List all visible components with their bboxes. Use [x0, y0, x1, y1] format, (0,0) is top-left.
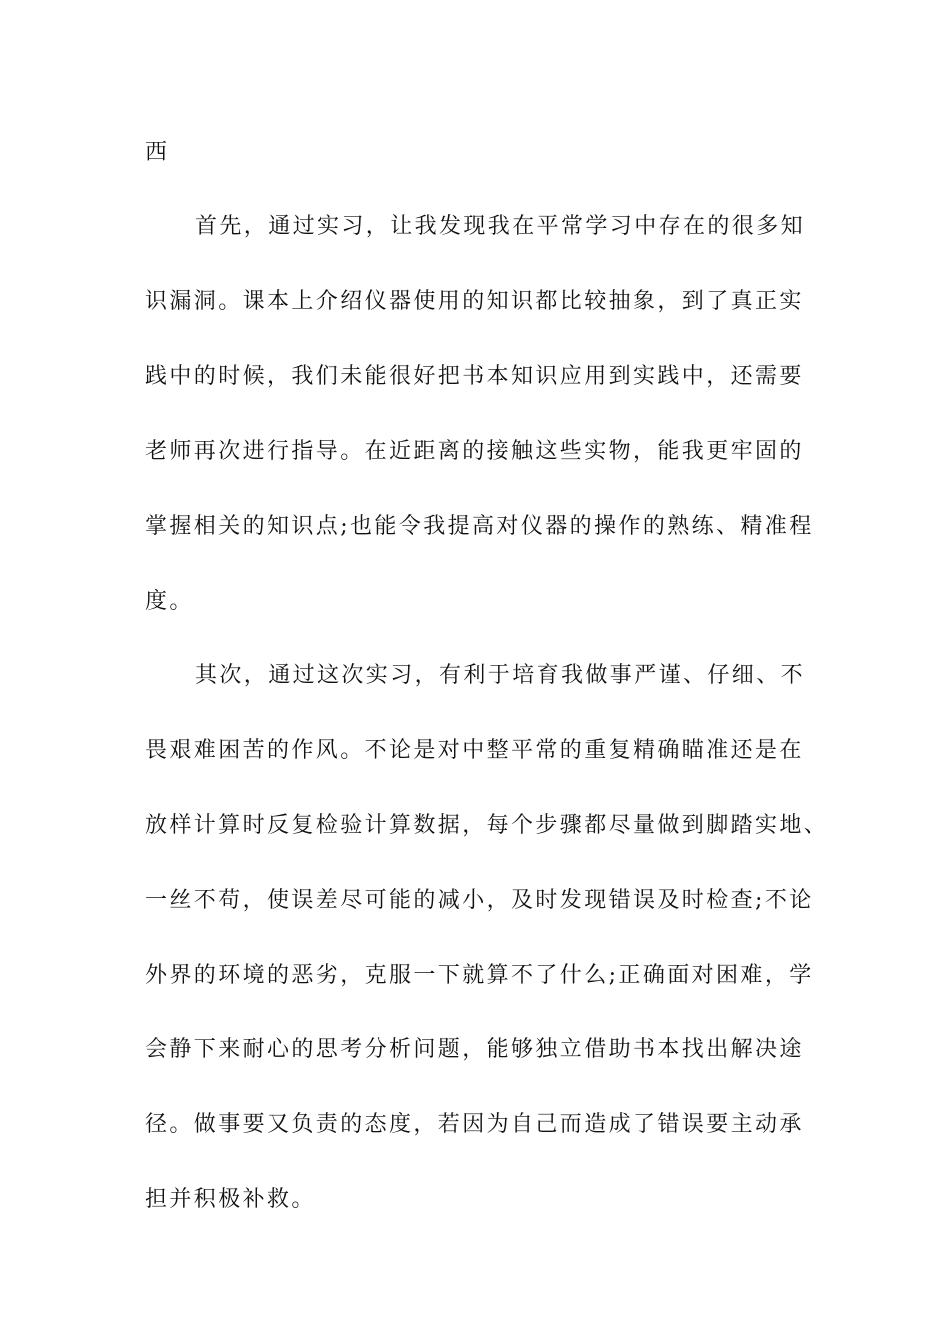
text-line: 度。 — [145, 589, 194, 614]
text-line: 一丝不苟，使误差尽可能的减小，及时发现错误及时检查;不论 — [145, 888, 814, 913]
text-line: 掌握相关的知识点;也能令我提高对仪器的操作的熟练、精准程 — [145, 514, 814, 539]
text-line: 西 — [145, 140, 170, 165]
text-line: 放样计算时反复检验计算数据，每个步骤都尽量做到脚踏实地、 — [145, 813, 829, 838]
text-line: 担并积极补救。 — [145, 1187, 316, 1212]
text-line: 会静下来耐心的思考分析问题，能够独立借助书本找出解决途 — [145, 1037, 804, 1062]
text-line: 老师再次进行指导。在近距离的接触这些实物，能我更牢固的 — [145, 439, 804, 464]
text-line: 践中的时候，我们未能很好把书本知识应用到实践中，还需要 — [145, 364, 804, 389]
text-line: 径。做事要又负责的态度，若因为自己而造成了错误要主动承 — [145, 1112, 804, 1137]
text-line: 识漏洞。课本上介绍仪器使用的知识都比较抽象，到了真正实 — [145, 289, 804, 314]
paragraph-first-line: 其次，通过这次实习，有利于培育我做事严谨、仔细、不 — [195, 663, 806, 688]
text-line: 外界的环境的恶劣，克服一下就算不了什么;正确面对困难，学 — [145, 963, 814, 988]
paragraph-first-line: 首先，通过实习，让我发现我在平常学习中存在的很多知 — [195, 214, 806, 239]
text-line: 畏艰难困苦的作风。不论是对中整平常的重复精确瞄准还是在 — [145, 738, 804, 763]
